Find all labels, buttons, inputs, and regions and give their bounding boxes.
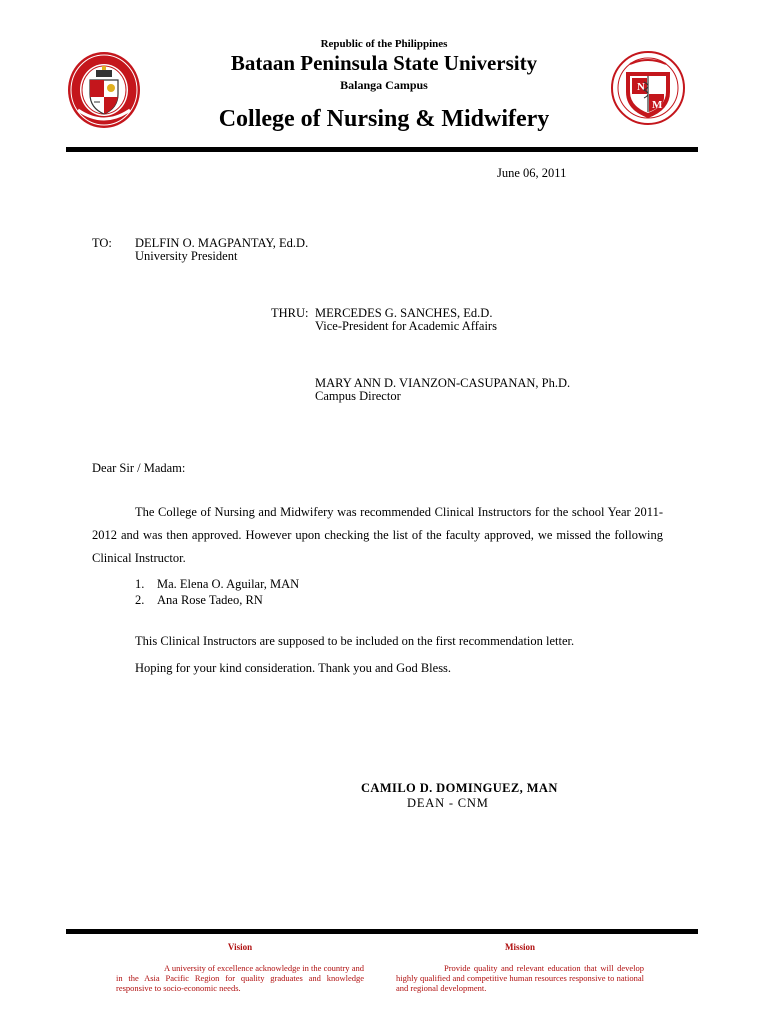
director-name: MARY ANN D. VIANZON-CASUPANAN, Ph.D. bbox=[315, 376, 571, 390]
university-name: Bataan Peninsula State University bbox=[230, 51, 538, 75]
list-text: Ana Rose Tadeo, RN bbox=[157, 593, 263, 607]
recipient-name: DELFIN O. MAGPANTAY, Ed.D. bbox=[135, 236, 309, 250]
header-divider bbox=[66, 147, 698, 152]
salutation: Dear Sir / Madam: bbox=[92, 461, 186, 475]
thru-title: Vice-President for Academic Affairs bbox=[315, 319, 497, 333]
body-line: missed the following Clinical Instructor. bbox=[92, 528, 663, 565]
list-text: Ma. Elena O. Aguilar, MAN bbox=[157, 577, 300, 591]
signatory-name: CAMILO D. DOMINGUEZ, MAN bbox=[361, 781, 558, 795]
signatory-title: DEAN - CNM bbox=[407, 796, 489, 810]
recipient-title: University President bbox=[135, 249, 238, 263]
footer-divider bbox=[66, 929, 698, 934]
director-title: Campus Director bbox=[315, 389, 401, 403]
college-name: College of Nursing & Midwifery bbox=[218, 106, 550, 132]
body-line: Year 2011-2012 and was then approved. However upon checking the list of the faculty approved, we bbox=[92, 505, 663, 542]
mission-heading: Mission bbox=[504, 942, 535, 952]
body-paragraph bbox=[92, 501, 663, 570]
list-item bbox=[135, 593, 263, 608]
svg-text:N: N bbox=[637, 81, 645, 93]
letter-date: June 06, 2011 bbox=[497, 166, 567, 180]
list-number: 1. bbox=[135, 577, 145, 591]
college-seal-logo bbox=[610, 46, 686, 130]
vision-heading: Vision bbox=[227, 942, 253, 952]
to-label: TO: bbox=[92, 236, 112, 250]
republic-line: Republic of the Philippines bbox=[320, 38, 448, 50]
paragraph-note: This Clinical Instructors are supposed to be included on the first recommendation letter. bbox=[135, 634, 575, 648]
university-seal-logo bbox=[66, 50, 142, 130]
mission-text: Provide quality and relevant education that will develop highly qualified and competitive human resources responsive to national and regional development. bbox=[396, 963, 644, 993]
thru-name: MERCEDES G. SANCHES, Ed.D. bbox=[315, 306, 493, 320]
body-line: The College of Nursing and Midwifery was recommended Clinical Instructors for the school bbox=[135, 505, 608, 519]
list-item bbox=[135, 577, 299, 592]
thru-label: THRU: bbox=[271, 306, 309, 320]
svg-text:M: M bbox=[652, 99, 663, 111]
paragraph-closing: Hoping for your kind consideration. Thank you and God Bless. bbox=[135, 661, 452, 675]
vision-text: A university of excellence acknowledge in the country and in the Asia Pacific Region for quality graduates and knowledge responsive to socio-economic needs. bbox=[116, 963, 364, 993]
list-number: 2. bbox=[135, 593, 145, 607]
campus-name: Balanga Campus bbox=[340, 78, 428, 92]
